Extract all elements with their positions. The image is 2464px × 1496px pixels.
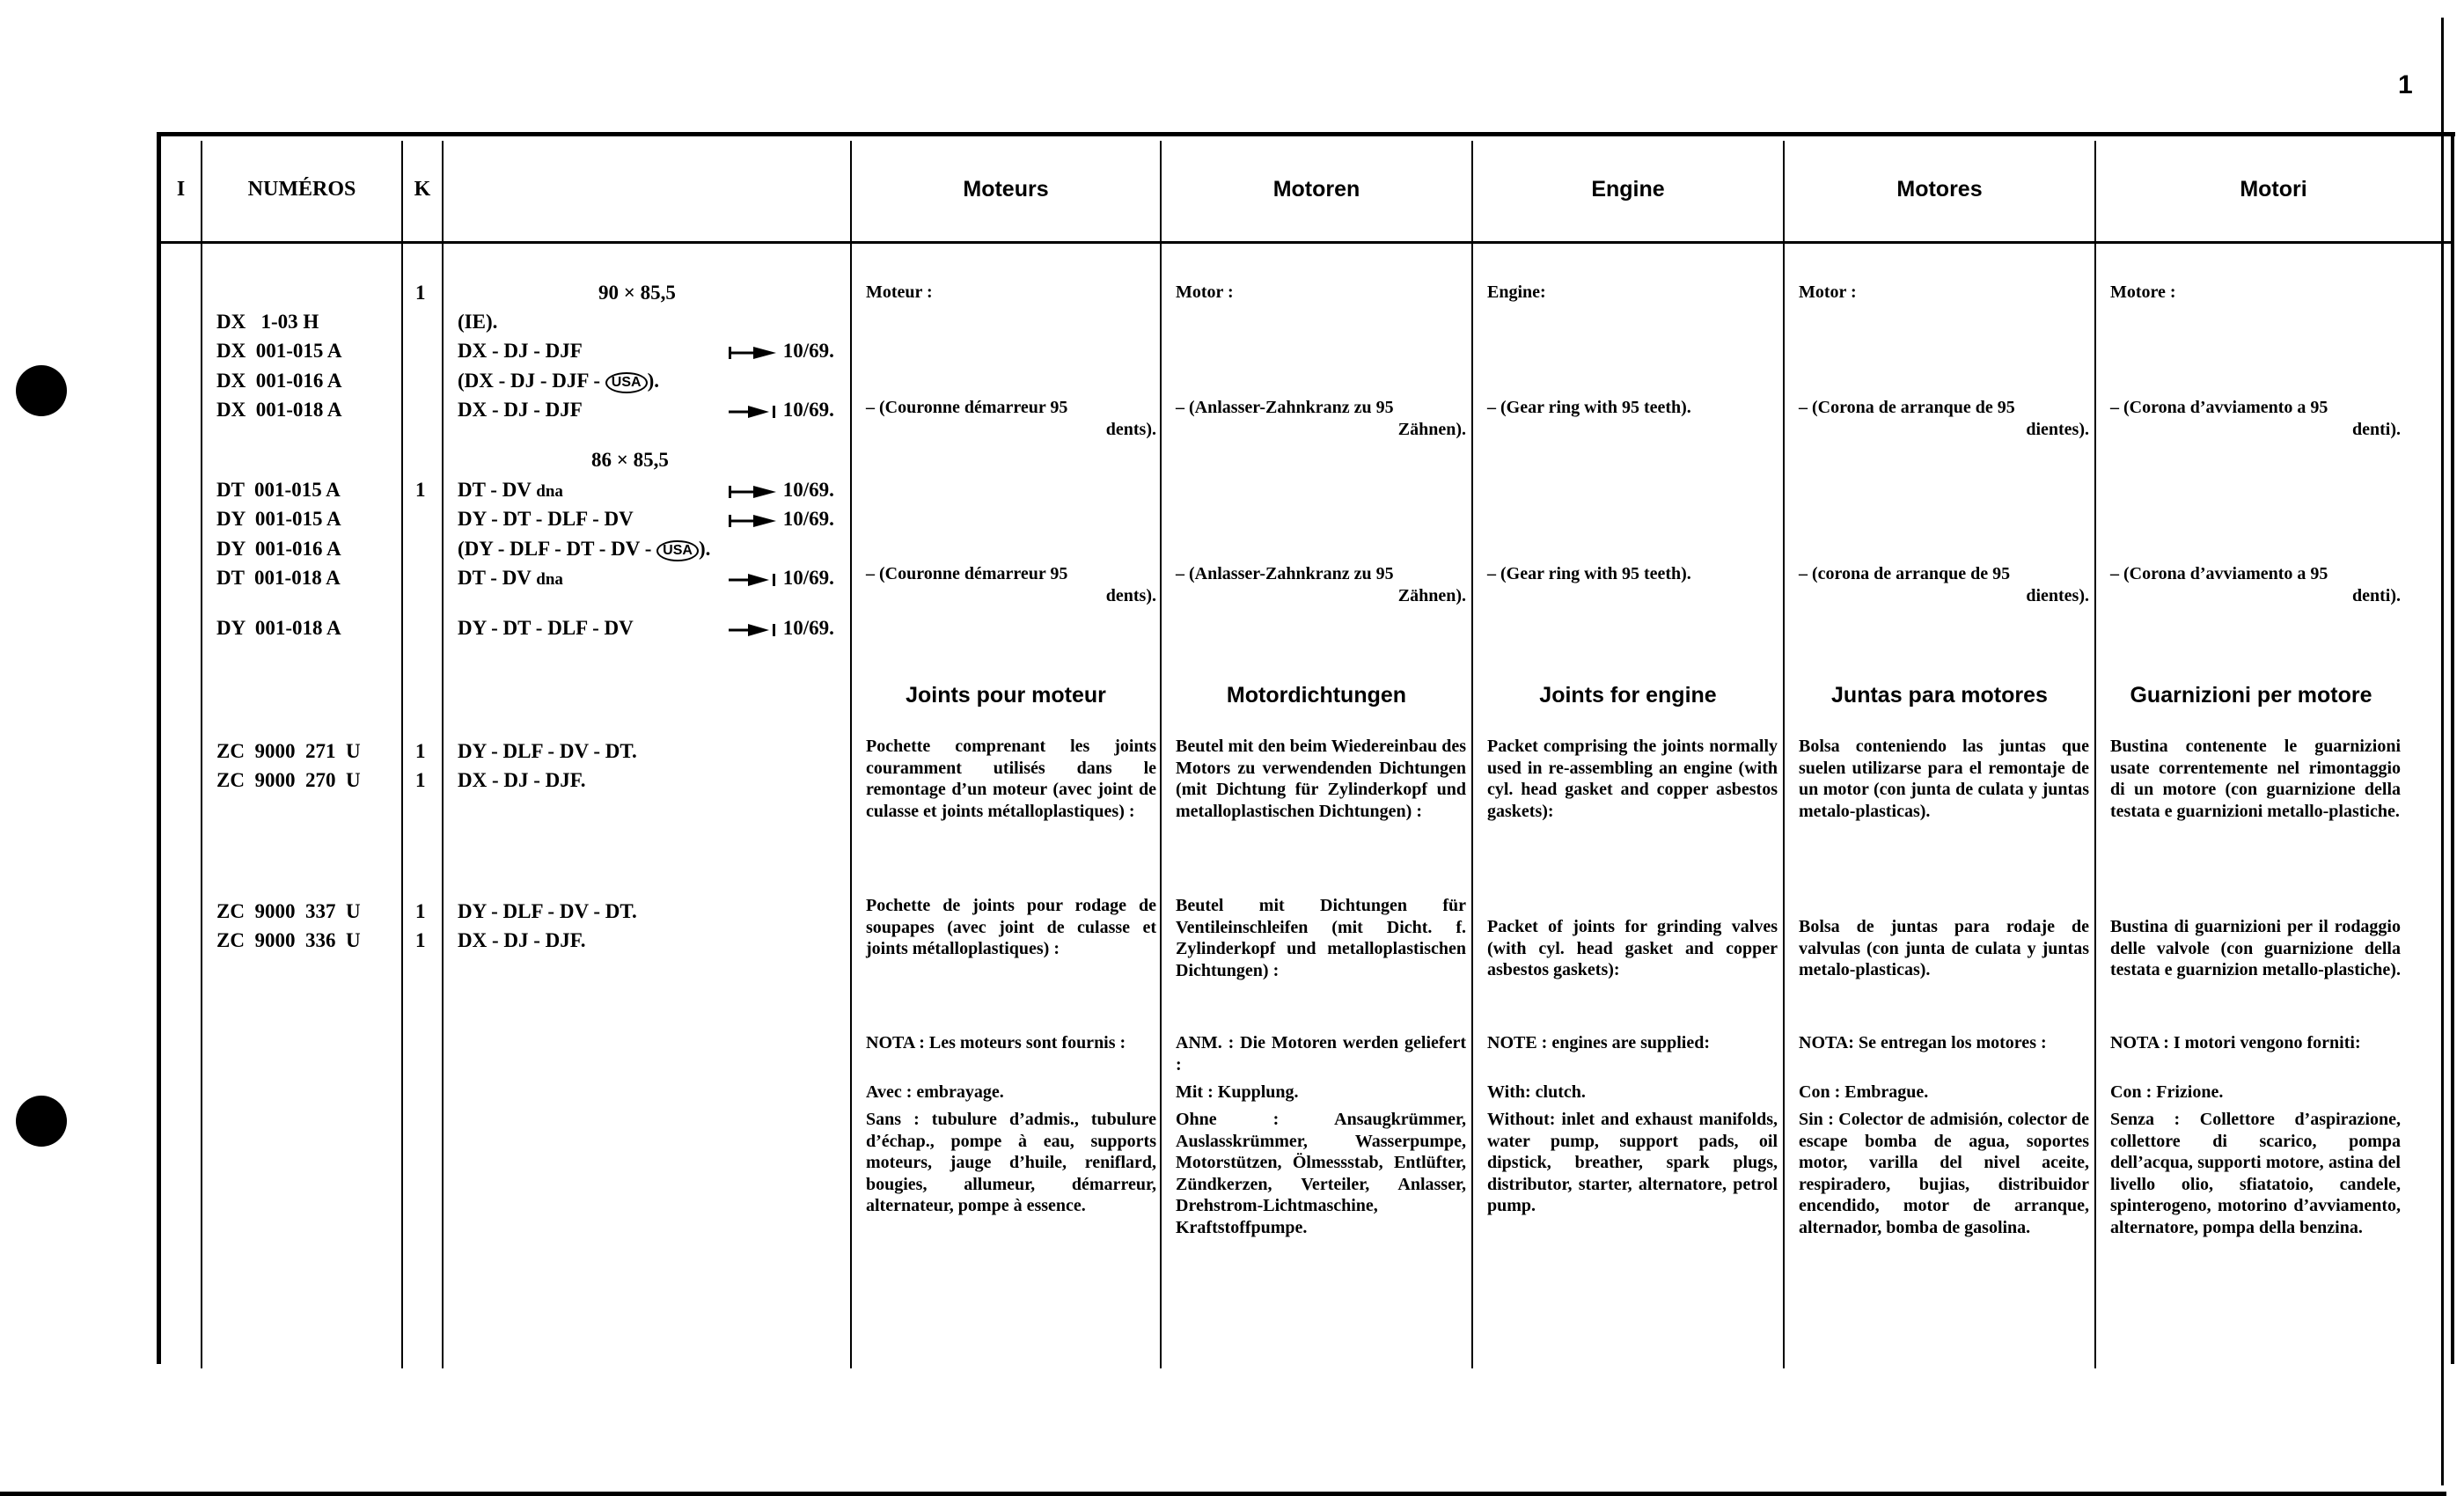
model-list: DX - DJ - DJF	[458, 340, 583, 362]
model-list: (DX - DJ - DJF - USA ).	[458, 370, 659, 392]
k-value: 1	[415, 769, 426, 791]
usa-badge: USA	[656, 540, 699, 561]
bore-stroke: 90 × 85,5	[598, 282, 676, 304]
part-number: DY 001-018 A	[216, 617, 341, 639]
it-con: Con : Frizione.	[2110, 1082, 2224, 1102]
en-nota: NOTE : engines are supplied:	[1487, 1033, 1710, 1052]
arrow-until-icon	[729, 405, 778, 419]
header-numeros: NUMÉROS	[247, 177, 356, 201]
model-list: DY - DT - DLF - DV	[458, 617, 634, 639]
part-number: DY 001-016 A	[216, 538, 341, 560]
model-list: DX - DJ - DJF.	[458, 929, 586, 951]
fr-ring-note: – (Couronne démarreur 95 dents).	[866, 564, 1156, 605]
en-without: Without: inlet and exhaust manifolds, water pump, support pads, oil dipstick, breather, spark plugs, distributor, starter, alternatore, petrol pump.	[1487, 1110, 1778, 1215]
en-ring-note: – (Gear ring with 95 teeth).	[1487, 398, 1691, 417]
fr-nota: NOTA : Les moteurs sont fournis :	[866, 1033, 1126, 1052]
en-engine-label: Engine:	[1487, 282, 1546, 302]
de-mit: Mit : Kupplung.	[1176, 1082, 1299, 1102]
date-until: 10/69.	[729, 617, 834, 640]
header-motores: Motores	[1896, 176, 1983, 202]
page-number: 1	[2398, 70, 2413, 99]
model-list: DY - DLF - DV - DT.	[458, 740, 637, 762]
en-gasket-kit-2: Packet of joints for grinding valves (with cyl. head gasket and copper asbestos gaskets):	[1487, 917, 1778, 979]
fr-gasket-kit-2: Pochette de joints pour rodage de soupapes (avec joint de culasse et joints métalloplastiques) :	[866, 896, 1156, 958]
es-gasket-kit-2: Bolsa de juntas para rodaje de valvulas (con junta de culata y juntas metalo-plasticas).	[1799, 917, 2089, 979]
es-nota: NOTA: Se entregan los motores :	[1799, 1033, 2047, 1052]
de-ring-note: – (Anlasser-Zahnkranz zu 95 Zähnen).	[1176, 564, 1466, 605]
arrow-from-icon	[729, 514, 778, 528]
es-gasket-kit-1: Bolsa conteniendo las juntas que suelen utilizarse para el remontaje de un motor (con junta de culata y juntas metalo-plasticas).	[1799, 737, 2089, 821]
bore-stroke: 86 × 85,5	[591, 449, 669, 471]
it-gasket-kit-1: Bustina contenente le guarnizioni usate correntemente nel rimontaggio di un motore (con guarnizione della testata e guarnizioni metallo-plastiche.	[2110, 737, 2401, 821]
de-nota: ANM. : Die Motoren werden geliefert :	[1176, 1033, 1466, 1074]
de-ring-note: – (Anlasser-Zahnkranz zu 95 Zähnen).	[1176, 398, 1466, 439]
date-from: 10/69.	[729, 479, 834, 502]
model-list: (DY - DLF - DT - DV - USA ).	[458, 538, 711, 560]
date-from: 10/69.	[729, 508, 834, 531]
fr-engine-label: Moteur :	[866, 282, 933, 302]
fr-avec: Avec : embrayage.	[866, 1082, 1004, 1102]
model-list: DT - DV dna	[458, 567, 563, 589]
es-ring-note: – (corona de arranque de 95 dientes).	[1799, 564, 2089, 605]
fr-gasket-kit-1: Pochette comprenant les joints couramment utilisés dans le remontage d’un moteur (avec joint de culasse et joints métalloplastiques) :	[866, 737, 1156, 821]
es-ring-note: – (Corona de arranque de 95 dientes).	[1799, 398, 2089, 439]
header-motoren: Motoren	[1272, 176, 1360, 202]
k-value: 1	[415, 740, 426, 762]
k-value: 1	[415, 929, 426, 951]
k-value: 1	[415, 900, 426, 922]
header-engine: Engine	[1591, 176, 1665, 202]
part-number: DX 1-03 H	[216, 311, 319, 333]
arrow-from-icon	[729, 485, 778, 499]
fr-ring-note: – (Couronne démarreur 95 dents).	[866, 398, 1156, 439]
es-engine-label: Motor :	[1799, 282, 1857, 302]
part-number: DX 001-016 A	[216, 370, 342, 392]
de-section-title: Motordichtungen	[1226, 682, 1407, 708]
en-gasket-kit-1: Packet comprising the joints normally used in re-assembling an engine (with cyl. head gasket and copper asbestos gaskets):	[1487, 737, 1778, 821]
it-engine-label: Motore :	[2110, 282, 2176, 302]
en-ring-note: – (Gear ring with 95 teeth).	[1487, 564, 1691, 583]
model-list: DX - DJ - DJF	[458, 399, 583, 421]
es-section-title: Juntas para motores	[1831, 682, 2048, 708]
header-col-i: I	[176, 177, 186, 201]
arrow-until-icon	[729, 573, 778, 587]
part-number: ZC 9000 271 U	[216, 740, 361, 762]
part-number: DT 001-015 A	[216, 479, 341, 501]
de-engine-label: Motor :	[1176, 282, 1234, 302]
date-until: 10/69.	[729, 399, 834, 422]
part-number: DX 001-018 A	[216, 399, 342, 421]
en-with: With: clutch.	[1487, 1082, 1586, 1102]
header-motori: Motori	[2240, 176, 2307, 202]
model-note: (IE).	[458, 311, 498, 333]
k-value: 1	[415, 479, 426, 501]
arrow-until-icon	[729, 623, 778, 637]
model-list: DY - DLF - DV - DT.	[458, 900, 637, 922]
usa-badge: USA	[605, 372, 648, 393]
part-number: DX 001-015 A	[216, 340, 342, 362]
it-ring-note: – (Corona d’avviamento a 95 denti).	[2110, 564, 2401, 605]
fr-sans: Sans : tubulure d’admis., tubulure d’échap., pompe à eau, supports moteurs, jauge d’huile, reniflard, bougies, allumeur, démarreur, alternateur, pompe à essence.	[866, 1110, 1156, 1215]
header-k: K	[414, 177, 431, 201]
date-from: 10/69.	[729, 340, 834, 363]
part-number: ZC 9000 337 U	[216, 900, 361, 922]
model-list: DY - DT - DLF - DV	[458, 508, 634, 530]
date-until: 10/69.	[729, 567, 834, 590]
arrow-from-icon	[729, 346, 778, 360]
k-value: 1	[415, 282, 426, 304]
model-list: DT - DV dna	[458, 479, 563, 501]
it-section-title: Guarnizioni per motore	[2130, 682, 2372, 708]
fr-section-title: Joints pour moteur	[906, 682, 1106, 708]
es-con: Con : Embrague.	[1799, 1082, 1929, 1102]
es-sin: Sin : Colector de admisión, colector de escape bomba de agua, soportes motor, varilla del nivel aceite, respiradero, bujias, distribuidor encendido, motor de arranque, alternador, bomba de gasolina.	[1799, 1110, 2089, 1237]
it-gasket-kit-2: Bustina di guarnizioni per il rodaggio delle valvole (con guarnizione della testata e guarnizion metallo-plastiche).	[2110, 917, 2401, 979]
punch-hole	[16, 365, 67, 416]
part-number: ZC 9000 270 U	[216, 769, 361, 791]
it-senza: Senza : Collettore d’aspirazione, collettore di scarico, pompa dell’acqua, supporti motore, astina del livello olio, sfiatatoio, candele, spinterogeno, motorino d’avviamento, alternatore, pompa della benzina.	[2110, 1110, 2401, 1237]
part-number: ZC 9000 336 U	[216, 929, 361, 951]
en-section-title: Joints for engine	[1539, 682, 1717, 708]
it-nota: NOTA : I motori vengono forniti:	[2110, 1033, 2361, 1052]
header-moteurs: Moteurs	[963, 176, 1049, 202]
it-ring-note: – (Corona d’avviamento a 95 denti).	[2110, 398, 2401, 439]
model-list: DX - DJ - DJF.	[458, 769, 586, 791]
de-ohne: Ohne : Ansaugkrümmer, Auslasskrümmer, Wasserpumpe, Motorstützen, Ölmessstab, Entlüfter, Zündkerzen, Verteiler, Anlasser, Drehstrom-Lichtmaschine, Kraftstoffpumpe.	[1176, 1110, 1466, 1237]
de-gasket-kit-2: Beutel mit Dichtungen für Ventileinschleifen (mit Dicht. f. Zylinderkopf und metalloplastischen Dichtungen) :	[1176, 896, 1466, 980]
part-number: DY 001-015 A	[216, 508, 341, 530]
de-gasket-kit-1: Beutel mit den beim Wiedereinbau des Motors zu verwendenden Dichtungen (mit Dichtung für Zylinderkopf und metalloplastischen Dichtungen) :	[1176, 737, 1466, 821]
part-number: DT 001-018 A	[216, 567, 341, 589]
punch-hole	[16, 1096, 67, 1147]
